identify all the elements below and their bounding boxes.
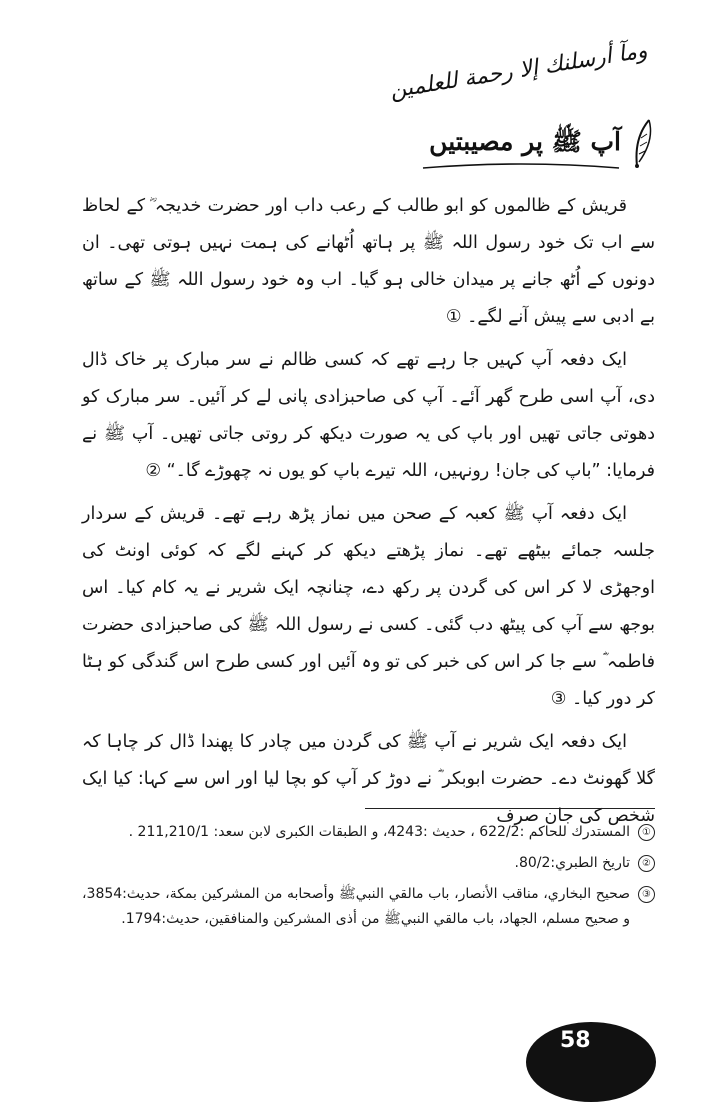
running-header: ومآ أرسلنك إلا رحمة للعلمين: [388, 38, 649, 104]
footnote-text: تاريخ الطبري:80/2.: [514, 855, 630, 871]
paragraph: ایک دفعہ ایک شریر نے آپ ﷺ کی گردن میں چادر کا پھندا ڈال کر چاہا کہ گلا گھونٹ دے۔ حضرت ابوبکر ؓ نے دوڑ کر آپ کو بچا لیا اور اس سے کہا: کیا ایک شخص کی جان صرف: [82, 732, 655, 826]
footnote-number: ③: [638, 886, 655, 903]
paragraph: قریش کے ظالموں کو ابو طالب کے رعب داب اور حضرت خدیجہ ؓ کے لحاظ سے اب تک خود رسول اللہ ﷺ پر ہاتھ اُٹھانے کی ہمت نہیں ہوتی تھی۔ ان دونوں کے اُٹھ جانے پر میدان خالی ہو گیا۔ اب وہ خود رسول اللہ ﷺ کے ساتھ بے ادبی سے پیش آنے لگے۔ ①: [82, 196, 655, 327]
quill-ornament-icon: [627, 118, 657, 170]
footnote-text: صحيح البخاري، مناقب الأنصار، باب مالقي النبيﷺ وأصحابه من المشركين بمكة، حديث:3854، و صحيح مسلم، الجهاد، باب مالقي النبيﷺ من أذى المشركين والمنافقين، حديث:1794.: [82, 886, 630, 927]
footnote: [82, 820, 655, 845]
paragraph: ایک دفعہ آپ کہیں جا رہے تھے کہ کسی ظالم نے سر مبارک پر خاک ڈال دی، آپ اسی طرح گھر آئے۔ آپ کی صاحبزادی پانی لے کر آئیں۔ سر مبارک کو دھوتی جاتی تھیں اور باپ کی یہ صورت دیکھ کر روتی جاتی تھیں۔ آپ ﷺ نے فرمایا: ”باپ کی جان! رونہیں، اللہ تیرے باپ کو یوں نہ چھوڑے گا۔“ ②: [82, 350, 655, 481]
footnote-text: المستدرك للحاكم :622/2 ، حديث :4243، و الطبقات الكبرى لابن سعد: 211,210/1 .: [128, 824, 630, 840]
footnote-divider: [365, 808, 655, 809]
footnote: [82, 882, 655, 932]
page-number-badge: [526, 1022, 656, 1102]
paragraph: ایک دفعہ آپ ﷺ کعبہ کے صحن میں نماز پڑھ رہے تھے۔ قریش کے سردار جلسہ جمائے بیٹھے تھے۔ نماز پڑھتے دیکھ کر کہنے لگے کہ کوئی اونٹ کی اوجھڑی لا کر اس کی گردن پر رکھ دے، چنانچہ ایک شریر نے یہ کام کیا۔ اس بوجھ سے آپ کی پیٹھ دب گئی۔ کسی نے رسول اللہ ﷺ کی صاحبزادی حضرت فاطمہ ؓ سے جا کر اس کی خبر کی تو وہ آئیں اور کسی طرح اس گندگی کو ہٹا کر دور کیا۔ ③: [82, 504, 655, 709]
footnote: [82, 851, 655, 876]
body-text: [82, 188, 655, 841]
footnote-number: ②: [638, 855, 655, 872]
heading-underline: [421, 162, 621, 172]
footnote-number: ①: [638, 824, 655, 841]
heading-title: آپ ﷺ پر مصیبتیں: [429, 127, 621, 156]
footnotes: [82, 820, 655, 938]
page-number: 58: [560, 1028, 591, 1053]
section-heading: [397, 118, 657, 174]
